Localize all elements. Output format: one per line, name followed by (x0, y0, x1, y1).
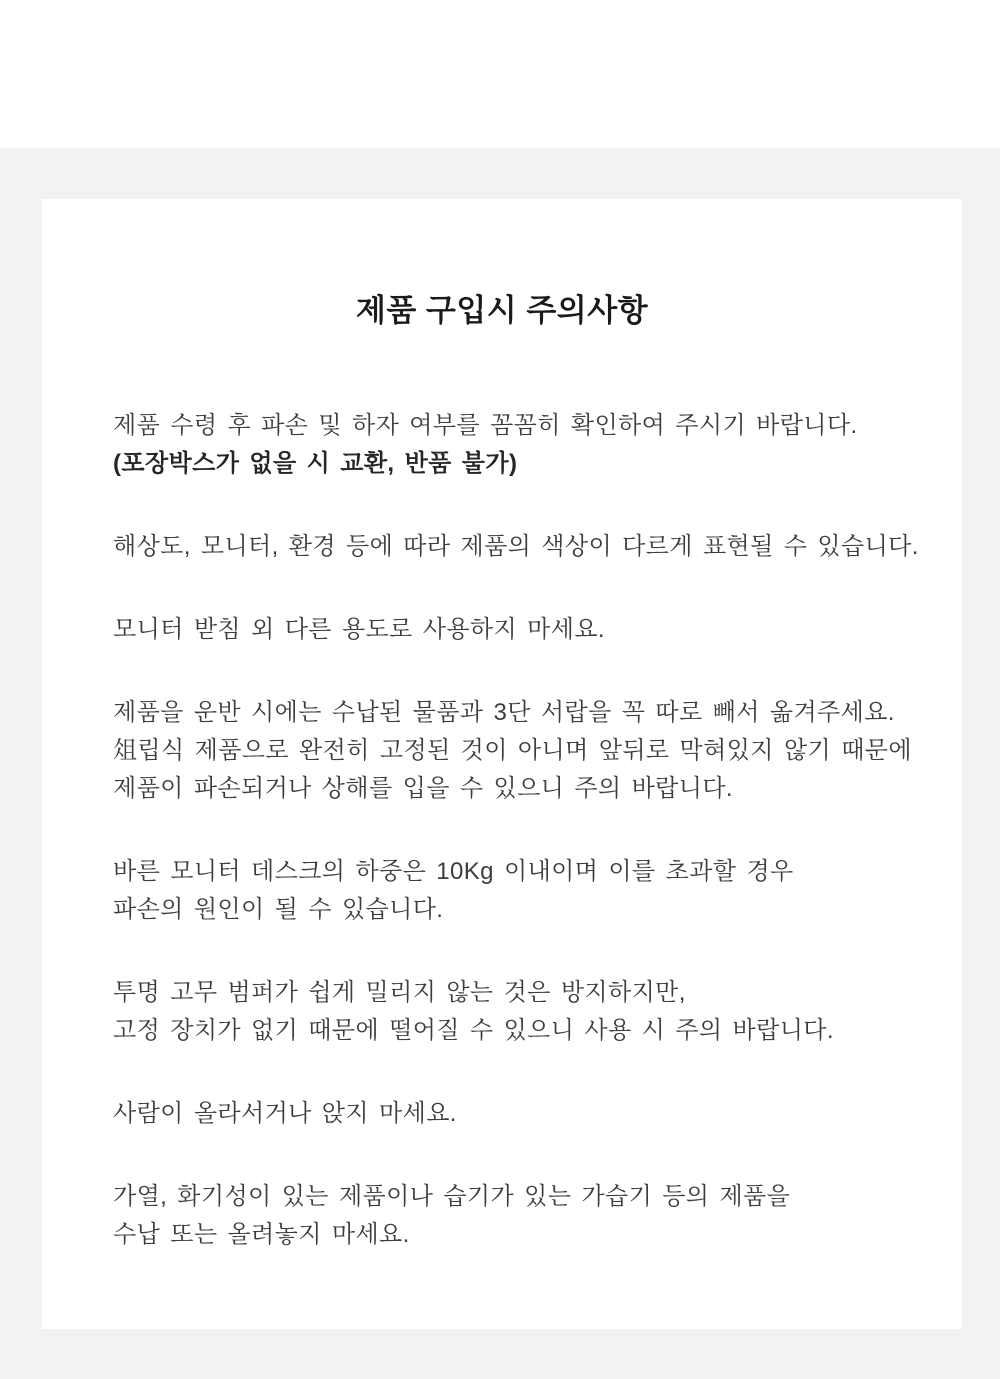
line-load-limit-10kg: 바른 모니터 데스크의 하중은 10Kg 이내이며 이를 초과할 경우 (113, 858, 794, 885)
paragraph-color-difference (113, 528, 919, 566)
line-no-storing-placing: 수납 또는 올려놓지 마세요. (113, 1221, 410, 1248)
paragraph-no-heat-humidifier (113, 1178, 891, 1254)
top-white-strip (0, 0, 1000, 148)
paragraph-damage-check (113, 407, 891, 483)
line-assembly-not-fixed: 俎립식 제품으로 완전히 고정된 것이 아니며 앞뒤로 막혀있지 않기 때문에 (113, 737, 912, 764)
paragraph-rubber-bumper (113, 974, 891, 1050)
notice-section (0, 148, 1000, 1379)
notice-card (42, 199, 962, 1329)
line-no-sitting: 사람이 올라서거나 앉지 마세요. (113, 1100, 457, 1127)
paragraph-load-limit (113, 853, 891, 929)
line-color-difference: 해상도, 모니터, 환경 등에 따라 제품의 색상이 다르게 표현될 수 있습니다. (113, 533, 919, 560)
line-load-limit-damage: 파손의 원인이 될 수 있습니다. (113, 896, 444, 923)
line-monitor-stand-only: 모니터 받침 외 다른 용도로 사용하지 마세요. (113, 616, 605, 643)
line-rubber-bumper-slip: 투명 고무 범퍼가 쉽게 밀리지 않는 것은 방지하지만, (113, 979, 686, 1006)
paragraph-no-sitting (113, 1095, 891, 1133)
line-no-box-no-return: (포장박스가 없을 시 교환, 반품 불가) (113, 450, 518, 477)
line-no-heat-humidifier: 가열, 화기성이 있는 제품이나 습기가 있는 가습기 등의 제품을 (113, 1183, 791, 1210)
line-rubber-bumper-fall: 고정 장치가 없기 때문에 떨어질 수 있으니 사용 시 주의 바랍니다. (113, 1017, 834, 1044)
line-transport-remove-drawers: 제품을 운반 시에는 수납된 물품과 3단 서랍을 꼭 따로 빼서 옮겨주세요. (113, 699, 895, 726)
line-damage-check: 제품 수령 후 파손 및 하자 여부를 꼼꼼히 확인하여 주시기 바랍니다. (113, 412, 858, 439)
line-damage-or-injury: 제품이 파손되거나 상해를 입을 수 있으니 주의 바랍니다. (113, 775, 733, 802)
notice-title: 제품 구입시 주의사항 (355, 293, 649, 328)
paragraph-monitor-stand-only (113, 611, 891, 649)
paragraph-transport-warning (113, 694, 912, 808)
